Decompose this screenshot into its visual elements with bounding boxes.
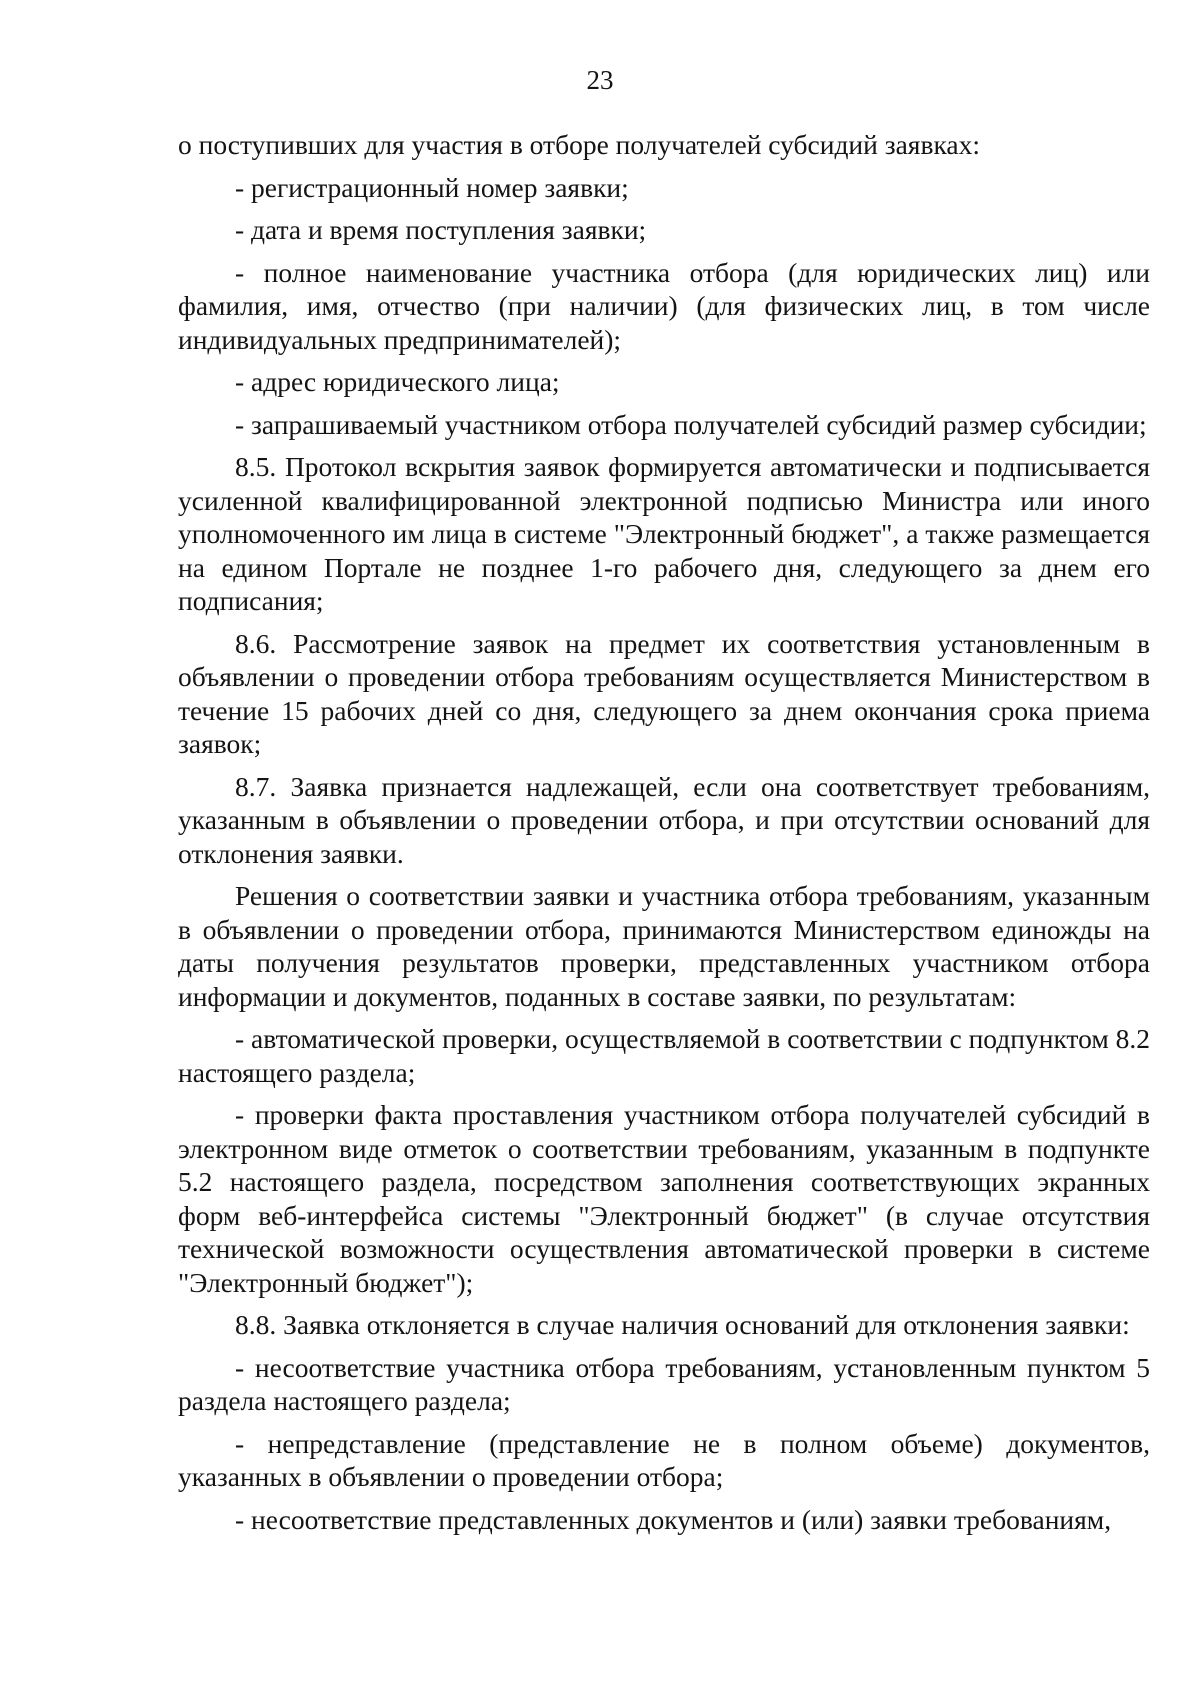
- list-item-documents-mismatch: - несоответствие представленных документов и (или) заявки требованиям,: [235, 1503, 1112, 1535]
- list-item-date-time: - дата и время поступления заявки;: [235, 214, 647, 245]
- clause-8-7: 8.7. Заявка признается надлежащей, если она соответствует требованиям, указанным в объявлении о проведении отбора, и при отсутствии оснований для отклонения заявки.: [178, 770, 1150, 869]
- document-body: [178, 128, 1150, 1536]
- list-item-participant-mismatch: - несоответствие участника отбора требованиям, установленным пунктом 5 раздела настоящего раздела;: [178, 1351, 1150, 1416]
- list-item-marks-check: - проверки факта проставления участником отбора получателей субсидий в электронном виде отметок о соответствии требованиям, указанным в подпункте 5.2 настоящего раздела, посредством заполнения соответствующих экранных форм веб-интерфейса системы "Электронный бюджет" (в случае отсутствия технической возможности осуществления автоматической проверки в системе "Электронный бюджет");: [178, 1099, 1150, 1298]
- list-item-full-name: - полное наименование участника отбора (для юридических лиц) или фамилия, имя, отчество (при наличии) (для физических лиц, в том числе индивидуальных предпринимателей);: [178, 256, 1150, 355]
- list-item-registration-number: - регистрационный номер заявки;: [235, 171, 629, 203]
- page-number: 23: [586, 65, 614, 95]
- list-item-legal-address: - адрес юридического лица;: [235, 366, 560, 397]
- clause-8-5: 8.5. Протокол вскрытия заявок формируется автоматически и подписывается усиленной квалифицированной электронной подписью Министра или иного уполномоченного им лица в системе "Электронный бюджет", а также размещается на едином Портале не позднее 1-го рабочего дня, следующего за днем его подписания;: [178, 451, 1150, 616]
- list-item-documents-missing: - непредставление (представление не в полном объеме) документов, указанных в объявлении о проведении отбора;: [178, 1427, 1150, 1492]
- clause-8-6: 8.6. Рассмотрение заявок на предмет их соответствия установленным в объявлении о проведении отбора требованиям осуществляется Министерством в течение 15 рабочих дней со дня, следующего за днем окончания срока приема заявок;: [178, 627, 1150, 759]
- paragraph-continuation: о поступивших для участия в отборе получателей субсидий заявках:: [178, 129, 980, 160]
- list-item-automatic-check: - автоматической проверки, осуществляемой в соответствии с подпунктом 8.2 настоящего раздела;: [178, 1023, 1150, 1088]
- paragraph-decisions: Решения о соответствии заявки и участника отбора требованиям, указанным в объявлении о проведении отбора, принимаются Министерством единожды на даты получения результатов проверки, представленных участником отбора информации и документов, поданных в составе заявки, по результатам:: [178, 880, 1150, 1012]
- list-item-subsidy-amount: - запрашиваемый участником отбора получателей субсидий размер субсидии;: [235, 408, 1147, 440]
- clause-8-8: 8.8. Заявка отклоняется в случае наличия оснований для отклонения заявки:: [235, 1309, 1130, 1340]
